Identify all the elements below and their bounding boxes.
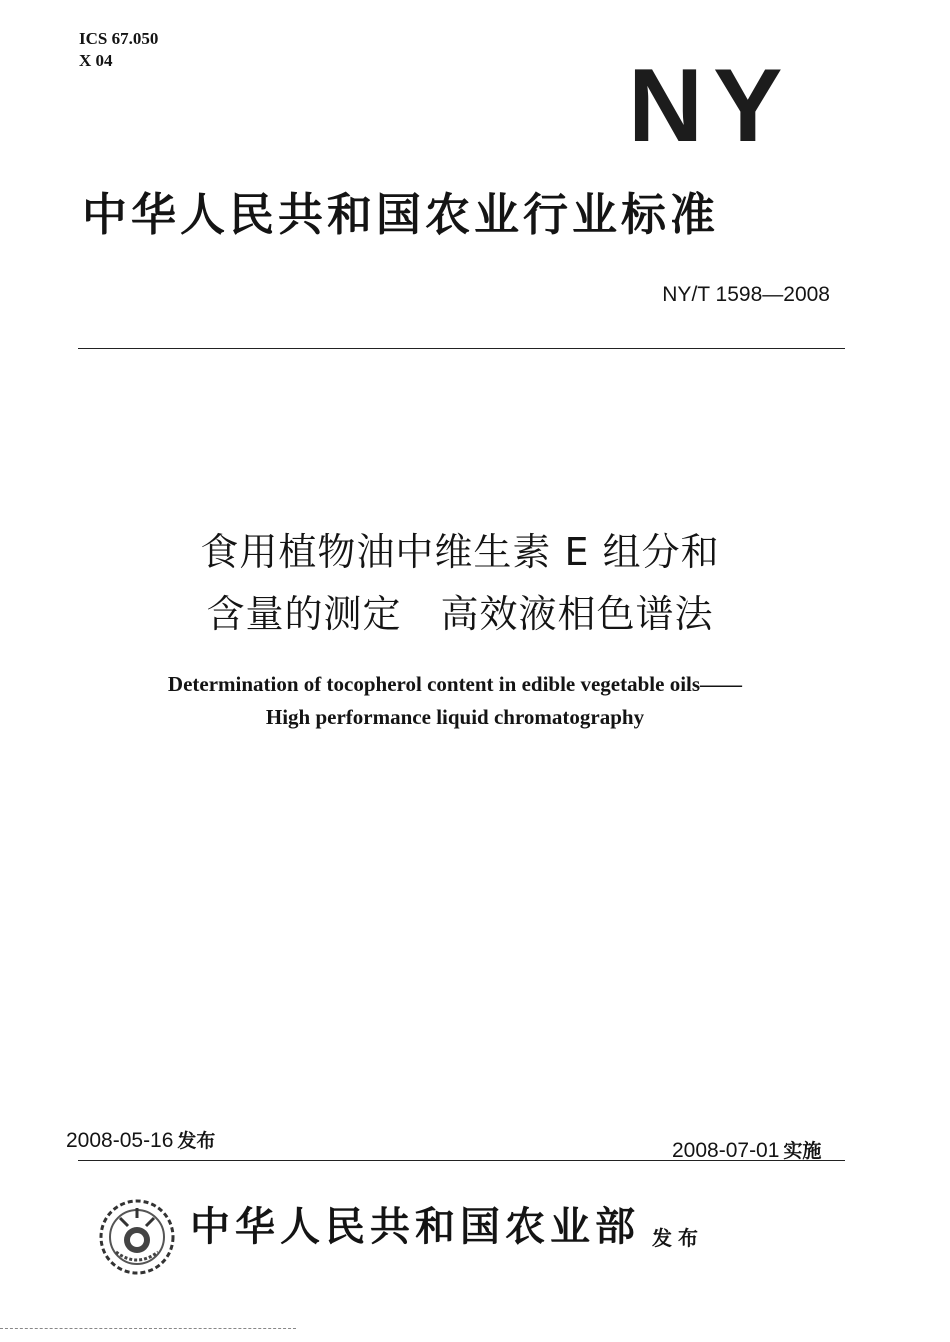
- issuing-ministry: 中华人民共和国农业部: [190, 1203, 640, 1250]
- footer-divider: [78, 1160, 845, 1161]
- page-edge-mark: [0, 1328, 296, 1329]
- issue-date: 2008-05-16: [66, 1129, 174, 1152]
- ny-logo: NY: [628, 48, 793, 164]
- issue-label: 发布: [177, 1130, 216, 1152]
- header-divider: [78, 348, 845, 349]
- title-en-line2: High performance liquid chromatography: [265, 705, 645, 729]
- ics-code: ICS 67.050: [79, 29, 159, 48]
- title-zh-line1: 食用植物油中维生素 E 组分和: [200, 530, 720, 574]
- implement-date-block: [672, 1136, 821, 1163]
- standard-number: NY/T 1598—2008: [662, 283, 830, 306]
- issue-date-block: [66, 1126, 215, 1153]
- title-en-line1: Determination of tocopherol content in edible vegetable oils——: [167, 672, 743, 696]
- standard-title: 中华人民共和国农业行业标准: [82, 188, 720, 241]
- category-code: X 04: [79, 51, 113, 70]
- classification-codes: [79, 28, 158, 72]
- implement-date: 2008-07-01: [672, 1139, 780, 1162]
- ministry-seal-icon: [96, 1196, 178, 1278]
- issuer-action: 发布: [652, 1226, 704, 1250]
- implement-label: 实施: [783, 1140, 822, 1162]
- title-zh-line2: 含量的测定 高效液相色谱法: [206, 592, 714, 636]
